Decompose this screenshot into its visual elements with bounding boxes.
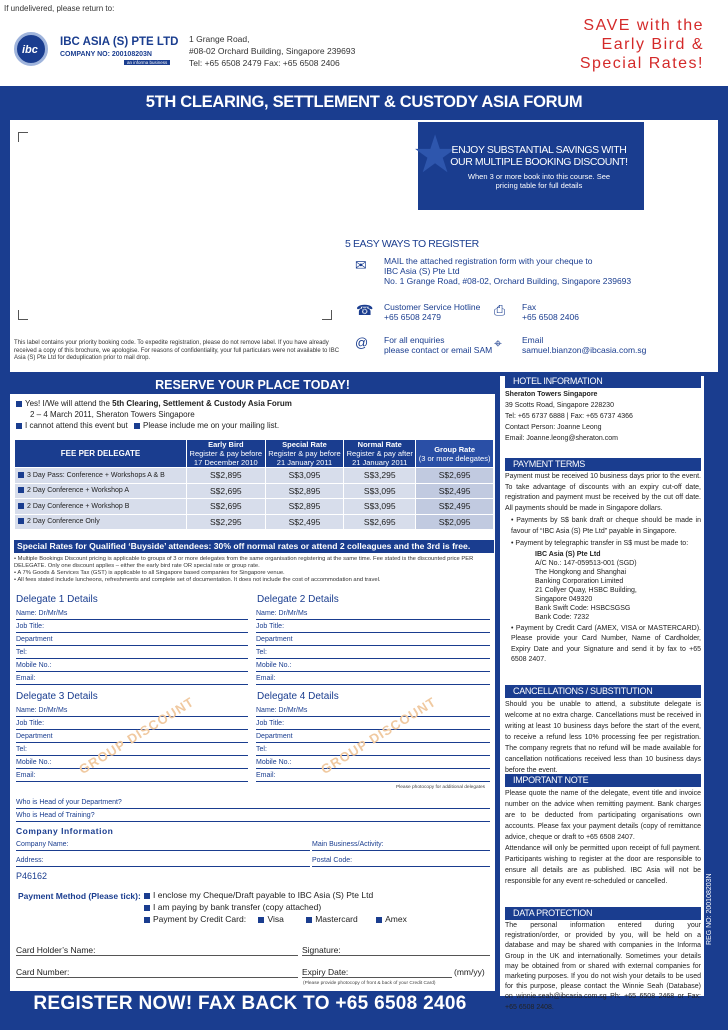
at-icon: @ [355,335,369,350]
phone-icon: ☎ [356,302,374,318]
d1-job-field[interactable]: Job Title: [16,621,248,633]
cancellation-heading: CANCELLATIONS / SUBSTITUTION [505,685,701,698]
fee-row: 2 Day Conference + Workshop B S$2,695 S$2,895 S$3,095 S$2,495 [15,499,494,515]
hotel-info: Sheraton Towers Singapore 39 Scotts Road, Singapore 228230 Tel: +65 6737 6888 | Fax: +65 6737 4366 Contact Person: Joanne Leong Email: Joanne.leong@sheraton.com [505,391,633,442]
d3-mobile-field[interactable]: Mobile No.: [16,757,248,769]
payment-terms: Payment must be received 10 business days prior to the event. To take advantage of discounts with an expiry cut-off date, registration and payment must be received by the cut off date. All payments should be made in Singapore dollars. • Payments by S$ bank draft or cheque should be made in favour of “IBC Asia (S) Pte Ltd” payable in Singapore. • Payment by telegraphic transfer in S$ must be made to: IBC Asia (S) Pte Ltd A/C No.: 147-059513-001 (SGD) The Hongkong and Shanghai Banking Corporation Limited 21 Collyer Quay, HSBC Building, Singapore 049320 Bank Swift Code: HSBCSGSG Bank Code: 7232 • Payment by Credit Card (AMEX, VISA or MASTERCARD). Please provide your Card Number, Name of Cardholder, Expiry Date and your Signature and send it by fax to +65 6508 2407. [505,473,701,663]
payment-method-label: Payment Method (Please tick): [18,891,141,901]
fee-notes: • Multiple Bookings Discount pricing is applicable to groups of 3 or more delegates from the same organisation registering at the same time. Fee stated is the discounted price PER DELEGATE. Only one discount applies – either the early bird rate OR special rate or group rate. • A 7% Goods & Services Tax (GST) is applicable to all Singapore based companies for Singapore venue. • All fees stated include luncheons, refreshments and complete set of documentation. It does not include the cost of accommodation and travel. [14,556,474,583]
label-corner [18,132,28,142]
d2-tel-field[interactable]: Tel: [256,647,490,659]
postal-code-field[interactable]: Postal Code: [312,855,490,867]
d2-dept-field[interactable]: Department [256,634,490,646]
d1-email-field[interactable]: Email: [16,673,248,685]
delegate-4-heading: Delegate 4 Details [257,691,339,702]
return-address-line: If undelivered, please return to: [4,4,115,13]
hotel-heading: HOTEL INFORMATION [505,375,701,388]
informa-tag: an informa business [124,60,170,65]
amex-option[interactable]: Amex [385,914,407,924]
head-training-field[interactable]: Who is Head of Training? [16,810,490,822]
save-banner: SAVE with the Early Bird & Special Rates! [579,17,704,72]
d4-job-field[interactable]: Job Title: [256,718,490,730]
data-protection: The personal information entered during your registration/order, or provided by you, will be held on a database and may be shared with companies in the Informa Group in the UK and internationally. Sometimes your details may be obtained from or shared with external companies for marketing purposes. If you do not wish your details to be used for this purpose, please contact the Winnie Seah (Database) on winnie.seah@ibcasia.com.sg Ph: +65 6508 2468 or Fax: +65 6508 2408. [505,922,701,1011]
bank-details: IBC Asia (S) Pte Ltd A/C No.: 147-059513-001 (SGD) The Hongkong and Shanghai Banking Corporation Limited 21 Collyer Quay, HSBC Building, Singapore 049320 Bank Swift Code: HSBCSGSG Bank Code: 7232 [535,550,637,621]
priority-code: P46162 [16,871,48,881]
promo-box [411,122,644,210]
checkbox[interactable] [18,518,24,524]
reserve-heading: RESERVE YOUR PLACE TODAY! [10,376,495,394]
d1-name-field[interactable]: Name: Dr/Mr/Ms [16,608,248,620]
ibc-logo [14,32,184,68]
d4-mobile-field[interactable]: Mobile No.: [256,757,490,769]
checkbox[interactable] [18,503,24,509]
checkbox[interactable] [258,917,264,923]
checkbox[interactable] [16,423,22,429]
cancellation-policy: Should you be unable to attend, a substitute delegate is welcome at no extra charge. Cancellations must be received in writing at least 10 business days before the start of the event, to receive a refund less 10% processing fee per registration. The company regrets that no refund will be made available for cancellation notifications received less than 10 business days before the event. [505,701,701,774]
d2-name-field[interactable]: Name: Dr/Mr/Ms [256,608,490,620]
data-protection-heading: DATA PROTECTION [505,907,701,920]
card-copy-note: (Please provide photocopy of front & back of your Credit Card) [303,981,436,986]
star-icon: ★ [411,126,459,184]
cheque-option[interactable]: I enclose my Cheque/Draft payable to IBC Asia (S) Pte Ltd [144,890,373,901]
mmyy-label: (mm/yy) [454,967,485,977]
mail-info: MAIL the attached registration form with your cheque to IBC Asia (S) Pte Ltd No. 1 Grange Road, #08-02, Orchard Building, Singapore 239693 [384,256,632,286]
d2-email-field[interactable]: Email: [256,673,490,685]
card-holder-field[interactable]: Card Holder’s Name: [16,944,298,956]
d3-dept-field[interactable]: Department [16,731,248,743]
checkbox[interactable] [144,893,150,899]
forum-title: 5TH CLEARING, SETTLEMENT & CUSTODY ASIA FORUM [145,93,583,111]
d4-name-field[interactable]: Name: Dr/Mr/Ms [256,705,490,717]
hotline-info: Customer Service Hotline +65 6508 2479 [384,302,481,322]
fee-row: 2 Day Conference + Workshop A S$2,695 S$2,895 S$3,095 S$2,495 [15,483,494,499]
email-info: Email samuel.bianzon@ibcasia.com.sg [522,335,647,355]
checkbox[interactable] [144,905,150,911]
photocopy-note: Please photocopy for additional delegates [396,785,486,790]
enquiry-info: For all enquiries please contact or email SAM [384,335,493,355]
d3-name-field[interactable]: Name: Dr/Mr/Ms [16,705,248,717]
fee-col-early: Early Bird Register & pay before 17 December 2010 [187,440,266,468]
d2-mobile-field[interactable]: Mobile No.: [256,660,490,672]
bank-transfer-option[interactable]: I am paying by bank transfer (copy attached) [144,902,321,913]
delegate-1-heading: Delegate 1 Details [16,594,98,605]
fee-row: 2 Day Conference Only S$2,295 S$2,495 S$2,695 S$2,095 [15,514,494,530]
company-address: 1 Grange Road, #08-02 Orchard Building, Singapore 239693 Tel: +65 6508 2479 Fax: +65 6508 2406 [189,34,356,68]
company-name-field[interactable]: Company Name: [16,839,310,851]
d3-email-field[interactable]: Email: [16,770,248,782]
envelope-icon: ✉ [355,257,367,273]
important-note: Please quote the name of the delegate, event title and invoice number on the advice when remitting payment. Bank charges are to be deducted from participating organisations own accounts. Please fax your payment details (copy of remittance advice, cheque or draft to +65 6508 2407. Attendance will only be permitted upon receipt of full payment. Participants wishing to register at the door are responsible to ensure all details are as published. IBC Asia will not be responsible for any event re-scheduled or cancelled. [505,790,701,885]
d1-tel-field[interactable]: Tel: [16,647,248,659]
visa-option[interactable]: Visa [267,914,284,924]
register-banner: REGISTER NOW! FAX BACK TO +65 6508 2406 [33,993,467,1014]
signature-field[interactable]: Signature: [302,944,490,956]
d1-mobile-field[interactable]: Mobile No.: [16,660,248,672]
d4-dept-field[interactable]: Department [256,731,490,743]
five-ways-title: 5 EASY WAYS TO REGISTER [345,238,479,250]
d3-tel-field[interactable]: Tel: [16,744,248,756]
fee-col-special: Special Rate Register & pay before 21 January 2011 [265,440,344,468]
mouse-icon: ⌖ [494,335,502,351]
payment-terms-heading: PAYMENT TERMS [505,458,701,471]
fax-icon: ⎙ [494,302,506,318]
checkbox[interactable] [306,917,312,923]
fax-info: Fax +65 6508 2406 [522,302,579,322]
checkbox[interactable] [18,472,24,478]
head-dept-field[interactable]: Who is Head of your Department? [16,797,490,809]
mastercard-option[interactable]: Mastercard [315,914,358,924]
d4-email-field[interactable]: Email: [256,770,490,782]
company-number: COMPANY NO: 200108203N [60,51,152,58]
checkbox[interactable] [144,917,150,923]
event-dates: 2 – 4 March 2011, Sheraton Towers Singapore [30,410,195,419]
d4-tel-field[interactable]: Tel: [256,744,490,756]
company-info-heading: Company Information [16,826,114,836]
delegate-3-heading: Delegate 3 Details [16,691,98,702]
special-rates-banner: Special Rates for Qualified ‘Buyside’ attendees: 30% off normal rates or attend 2 colleagues and the 3rd is free. [14,540,494,553]
credit-card-option[interactable]: Payment by Credit Card: Visa Mastercard Amex [144,914,407,925]
important-note-heading: IMPORTANT NOTE [505,774,701,787]
group-discount-watermark: GROUP DISCOUNT [318,693,439,778]
fee-row: 3 Day Pass: Conference + Workshops A & B S$2,895 S$3,095 S$3,295 S$2,695 [15,468,494,484]
label-disclaimer: This label contains your priority booking code. To expedite registration, please do not remove label. If you have already received a copy of this brochure, we apologise. For reasons of confidentiality, your full particulars were not available to IBC Asia (S) Pte Ltd for deduplication prior to mail drop. [14,340,340,361]
company-name: IBC ASIA (S) PTE LTD [60,36,179,48]
business-activity-field[interactable]: Main Business/Activity: [312,839,490,851]
address-field[interactable]: Address: [16,855,310,867]
checkbox[interactable] [16,401,22,407]
attend-option[interactable]: Yes! I/We will attend the 5th Clearing, Settlement & Custody Asia Forum [16,399,292,409]
promo-title: ENJOY SUBSTANTIAL SAVINGS WITH OUR MULTIPLE BOOKING DISCOUNT! [450,144,628,168]
cannot-attend-option[interactable]: I cannot attend this event but Please include me on your mailing list. [16,421,279,431]
ibc-logo-mark: ibc [14,32,48,66]
fee-table [14,439,494,530]
fee-header: FEE PER DELEGATE [15,440,187,468]
d3-job-field[interactable]: Job Title: [16,718,248,730]
expiry-field[interactable]: Expiry Date: [302,966,452,978]
label-corner [18,310,28,320]
checkbox[interactable] [376,917,382,923]
d1-dept-field[interactable]: Department [16,634,248,646]
fee-col-group: Group Rate (3 or more delegates) [416,440,494,468]
delegate-2-heading: Delegate 2 Details [257,594,339,605]
d2-job-field[interactable]: Job Title: [256,621,490,633]
fee-col-normal: Normal Rate Register & pay after 21 January 2011 [344,440,416,468]
label-corner [322,310,332,320]
card-number-field[interactable]: Card Number: [16,966,298,978]
checkbox[interactable] [18,487,24,493]
checkbox[interactable] [134,423,140,429]
group-discount-watermark: GROUP DISCOUNT [76,693,197,778]
promo-sub: When 3 or more book into this course. See pricing table for full details [467,172,611,190]
